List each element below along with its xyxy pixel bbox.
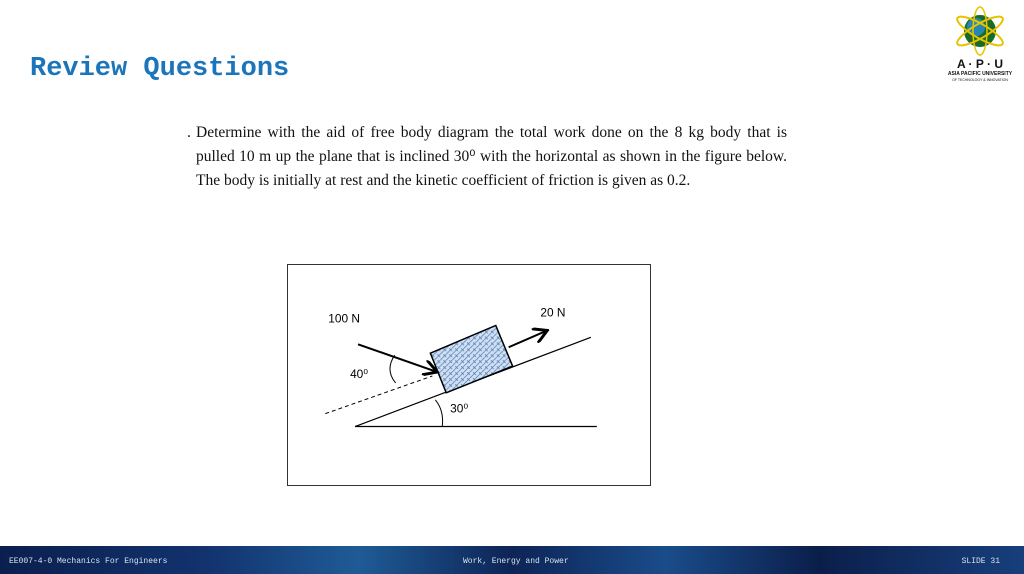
footer-slide-number: SLIDE 31: [961, 557, 1000, 566]
question-body: Determine with the aid of free body diagram the total work done on the 8 kg body that is pulled 10 m up the plane that is inclined 30⁰ with the horizontal as shown in the figure below. The body is initially at rest and the kinetic coefficient of friction is given as 0.2.: [196, 124, 787, 189]
question-prefix: .: [187, 124, 191, 141]
angle-arc-30: [435, 400, 442, 427]
slide-title: Review Questions: [30, 54, 290, 84]
footer-bar: [0, 546, 1024, 574]
logo-letters: A · P · U: [956, 57, 1004, 71]
push-force-label: 100 N: [328, 311, 360, 326]
incline-diagram: [287, 264, 651, 486]
footer-topic: Work, Energy and Power: [463, 557, 569, 566]
block: [430, 325, 512, 392]
question-text: [187, 121, 787, 193]
angle-arc-40: [390, 355, 396, 383]
incline-angle-label: 30⁰: [450, 401, 469, 416]
logo-tagline: OF TECHNOLOGY & INNOVATION: [952, 78, 1008, 82]
pull-force-arrow: [509, 330, 548, 347]
pull-force-label: 20 N: [540, 305, 566, 320]
footer-course: EE007-4-0 Mechanics For Engineers: [9, 557, 168, 566]
apu-logo: [940, 5, 1020, 83]
logo-name: ASIA PACIFIC UNIVERSITY: [947, 71, 1013, 77]
dashed-reference-line: [325, 376, 432, 414]
push-force-arrow: [358, 344, 437, 372]
push-angle-label: 40⁰: [350, 366, 369, 381]
